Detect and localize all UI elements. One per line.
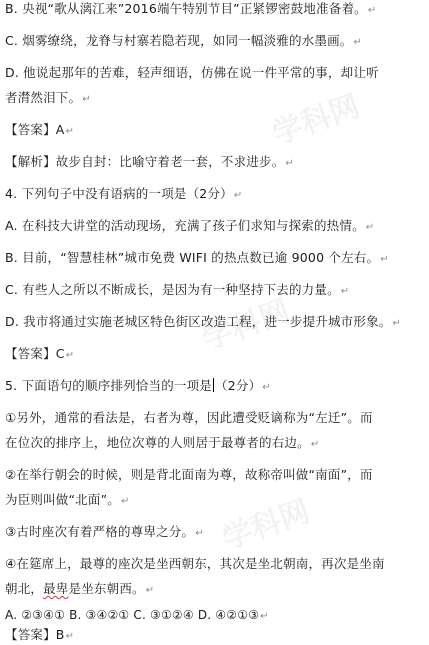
watermark: 学科网 bbox=[217, 493, 315, 558]
option-b-q4 bbox=[5, 249, 425, 268]
paragraph-mark: ↵ bbox=[310, 439, 320, 450]
paragraph-mark: ↵ bbox=[145, 585, 155, 596]
option-c-q3 bbox=[5, 32, 425, 51]
answer-text: 【答案】B bbox=[5, 627, 65, 642]
option-text: C. 有些人之所以不断成长，是因为有一种坚持下去的力量。 bbox=[5, 282, 340, 297]
question-text: 4. 下列句子中没有语病的一项是（2分） bbox=[5, 186, 233, 201]
answer-q3 bbox=[5, 121, 425, 140]
answer-q5 bbox=[5, 626, 425, 645]
answer-text: 【答案】C bbox=[5, 346, 65, 361]
analysis-text: 【解析】故步自封：比喻守着老一套，不求进步。 bbox=[5, 154, 285, 169]
sentence-1-cont bbox=[5, 434, 425, 453]
sentence-text: ④在筵席上，最尊的座次是坐西朝东，其次是坐北朝南，再次是坐南 bbox=[5, 556, 385, 571]
paragraph-mark: ↵ bbox=[262, 382, 271, 393]
option-text: B. 目前，“智慧桂林”城市免费 WIFI 的热点数已逾 9000 个左右。 bbox=[5, 250, 380, 265]
paragraph-mark: ↵ bbox=[195, 528, 204, 539]
text-cursor bbox=[213, 378, 214, 392]
option-a-q4 bbox=[5, 217, 425, 236]
sentence-text: 为臣则叫做“北面”。 bbox=[5, 492, 120, 507]
option-text: D. 我市将通过实施老城区特色街区改造工程，进一步提升城市形象。 bbox=[5, 314, 392, 329]
sentence-2 bbox=[5, 466, 425, 483]
option-text: A. 在科技大讲堂的活动现场，充满了孩子们求知与探索的热情。 bbox=[5, 218, 365, 233]
paragraph-mark: ↵ bbox=[340, 286, 350, 297]
option-text: B. 央视“歌从漓江来”2016端午特别节目”正紧锣密鼓地准备着。 bbox=[5, 1, 367, 16]
sentence-3 bbox=[5, 523, 425, 542]
sentence-text: 朝北， bbox=[5, 581, 44, 596]
spellcheck-flagged-text: 最卑 bbox=[43, 581, 69, 596]
options-text: A. ②③④① B. ③④②① C. ③①②④ D. ④②①③ bbox=[5, 608, 260, 622]
paragraph-mark: ↵ bbox=[233, 190, 243, 201]
paragraph-mark: ↵ bbox=[367, 5, 377, 16]
paragraph-mark: ↵ bbox=[65, 631, 75, 642]
analysis-q3 bbox=[5, 153, 425, 172]
option-text: 者潸然泪下。 bbox=[5, 90, 82, 105]
paragraph-mark: ↵ bbox=[380, 254, 389, 265]
paragraph-mark: ↵ bbox=[392, 318, 402, 329]
paragraph-mark: ↵ bbox=[82, 94, 91, 105]
paragraph-mark: ↵ bbox=[65, 350, 75, 361]
answer-text: 【答案】A bbox=[5, 122, 65, 137]
sentence-2-cont bbox=[5, 491, 425, 510]
paragraph-mark: ↵ bbox=[353, 37, 363, 48]
sentence-4-cont bbox=[5, 580, 425, 599]
option-d-q3 bbox=[5, 64, 425, 81]
sentence-text: 在位次的排序上，地位次尊的人则居于最尊者的右边。 bbox=[5, 435, 310, 450]
sentence-4 bbox=[5, 555, 425, 572]
watermark: 学科网 bbox=[267, 88, 365, 153]
watermark: 学科网 bbox=[197, 293, 295, 358]
paragraph-mark: ↵ bbox=[120, 496, 130, 507]
sentence-text: ②在举行朝会的时候，则是背北面南为尊，故称帝叫做“南面”，而 bbox=[5, 467, 373, 482]
question-5 bbox=[5, 377, 425, 396]
sentence-text: 是坐东朝西。 bbox=[68, 581, 145, 596]
paragraph-mark: ↵ bbox=[285, 158, 294, 169]
question-points: （2分） bbox=[215, 378, 262, 393]
option-c-q4 bbox=[5, 281, 425, 300]
sentence-text: ③古时座次有着严格的尊卑之分。 bbox=[5, 524, 195, 539]
option-d-q4 bbox=[5, 313, 425, 332]
sentence-text: ①另外，通常的看法是，右者为尊，因此遭受贬谪称为“左迁”。而 bbox=[5, 410, 373, 425]
paragraph-mark: ↵ bbox=[365, 222, 375, 233]
option-text: D. 他说起那年的苦难，轻声细语，仿佛在说一件平常的事，却让听 bbox=[5, 65, 379, 80]
option-b-q3 bbox=[5, 0, 425, 19]
sentence-1 bbox=[5, 409, 425, 426]
option-d-q3-cont bbox=[5, 89, 425, 108]
options-q5-row bbox=[5, 607, 425, 625]
paragraph-mark: ↵ bbox=[260, 611, 269, 622]
question-text: 5. 下面语句的顺序排列恰当的一项是 bbox=[5, 378, 213, 393]
question-4 bbox=[5, 185, 425, 204]
paragraph-mark: ↵ bbox=[65, 126, 75, 137]
answer-q4 bbox=[5, 345, 425, 364]
option-text: C. 烟雾缭绕，龙脊与村寨若隐若现，如同一幅淡雅的水墨画。 bbox=[5, 33, 353, 48]
